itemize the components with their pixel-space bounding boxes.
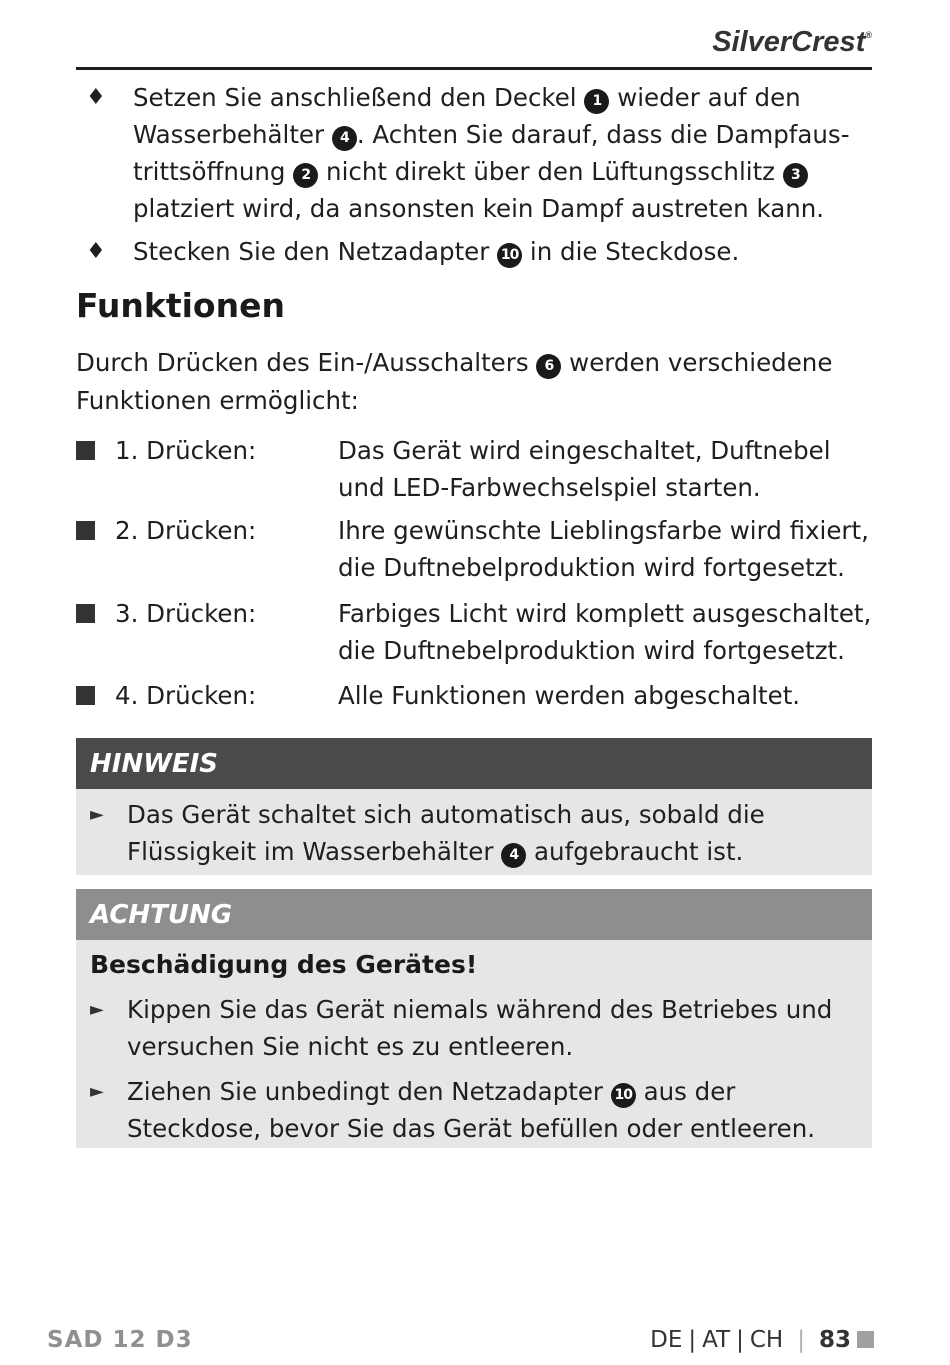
press-label: 1. Drücken: [115, 436, 257, 465]
page-square-icon [857, 1331, 874, 1348]
press-label: 2. Drücken: [115, 516, 257, 545]
part-number-badge: 4 [332, 126, 357, 151]
warning-box [76, 889, 872, 1148]
page-footer: DE | AT | CH | 83 [650, 1327, 874, 1353]
part-number-badge: 10 [497, 243, 522, 268]
note-title: HINWEIS [76, 738, 872, 789]
instruction-step [76, 79, 876, 227]
press-item [76, 432, 872, 506]
press-item [76, 512, 872, 586]
press-description: Farbiges Licht wird komplett ausgeschaltet, die Duftnebelproduktion wird fortgesetzt. [338, 599, 872, 665]
warning-subtitle: Beschädigung des Gerätes! [90, 950, 478, 979]
warning-item: ► Ziehen Sie unbedingt den Netzadapter 10 aus der Steckdose, bevor Sie das Gerät befüllen oder entleeren. [76, 1073, 872, 1147]
instruction-text: Stecken Sie den Netzadapter 10 in die Steckdose. [133, 237, 740, 266]
press-description: Ihre gewünschte Lieblingsfarbe wird fixiert, die Duftnebelproduktion wird fortgesetzt. [338, 516, 869, 582]
part-number-badge: 2 [293, 163, 318, 188]
arrow-bullet-icon: ► [90, 1081, 104, 1102]
diamond-bullet-icon: ♦ [86, 239, 106, 264]
press-item [76, 595, 872, 669]
page-number: 83 [818, 1327, 851, 1353]
square-bullet-icon [76, 521, 95, 540]
square-bullet-icon [76, 686, 95, 705]
section-intro: Durch Drücken des Ein-/Ausschalters 6 werden verschiedene Funktionen ermöglicht: [76, 348, 833, 415]
country-code: DE [650, 1327, 683, 1353]
note-box [76, 738, 872, 875]
press-item [76, 677, 872, 714]
arrow-bullet-icon: ► [90, 804, 104, 825]
warning-item: ► Kippen Sie das Gerät niemals während des Betriebes und versuchen Sie nicht es zu entleeren. [76, 991, 872, 1065]
section-title: Funktionen [76, 286, 285, 325]
warning-title: ACHTUNG [76, 889, 872, 940]
press-description: Das Gerät wird eingeschaltet, Duftnebel und LED-Farbwechselspiel starten. [338, 436, 831, 502]
press-label: 3. Drücken: [115, 599, 257, 628]
part-number-badge: 10 [611, 1083, 636, 1108]
instruction-step [76, 233, 876, 270]
note-item: ► Das Gerät schaltet sich automatisch aus, sobald die Flüssigkeit im Wasserbehälter 4 aufgebraucht ist. [76, 796, 872, 870]
brand-logo: SilverCrest® [712, 26, 872, 58]
press-description: Alle Funktionen werden abgeschaltet. [338, 681, 801, 710]
square-bullet-icon [76, 441, 95, 460]
country-code: CH [749, 1327, 784, 1353]
part-number-badge: 3 [783, 163, 808, 188]
part-number-badge: 6 [536, 354, 561, 379]
header-rule [76, 67, 872, 70]
arrow-bullet-icon: ► [90, 999, 104, 1020]
country-code: AT [702, 1327, 731, 1353]
model-number: SAD 12 D3 [47, 1327, 193, 1353]
diamond-bullet-icon: ♦ [86, 85, 106, 110]
part-number-badge: 1 [584, 89, 609, 114]
press-label: 4. Drücken: [115, 681, 257, 710]
instruction-text: Setzen Sie anschließend den Deckel 1 wieder auf den Wasserbehälter 4 . Achten Sie darauf, dass die Dampfaustrittsöffnung 2 nicht direkt über den Lüftungsschlitz 3 platziert wird, da ansonsten kein Dampf austreten kann. [133, 83, 850, 223]
part-number-badge: 4 [501, 843, 526, 868]
square-bullet-icon [76, 604, 95, 623]
